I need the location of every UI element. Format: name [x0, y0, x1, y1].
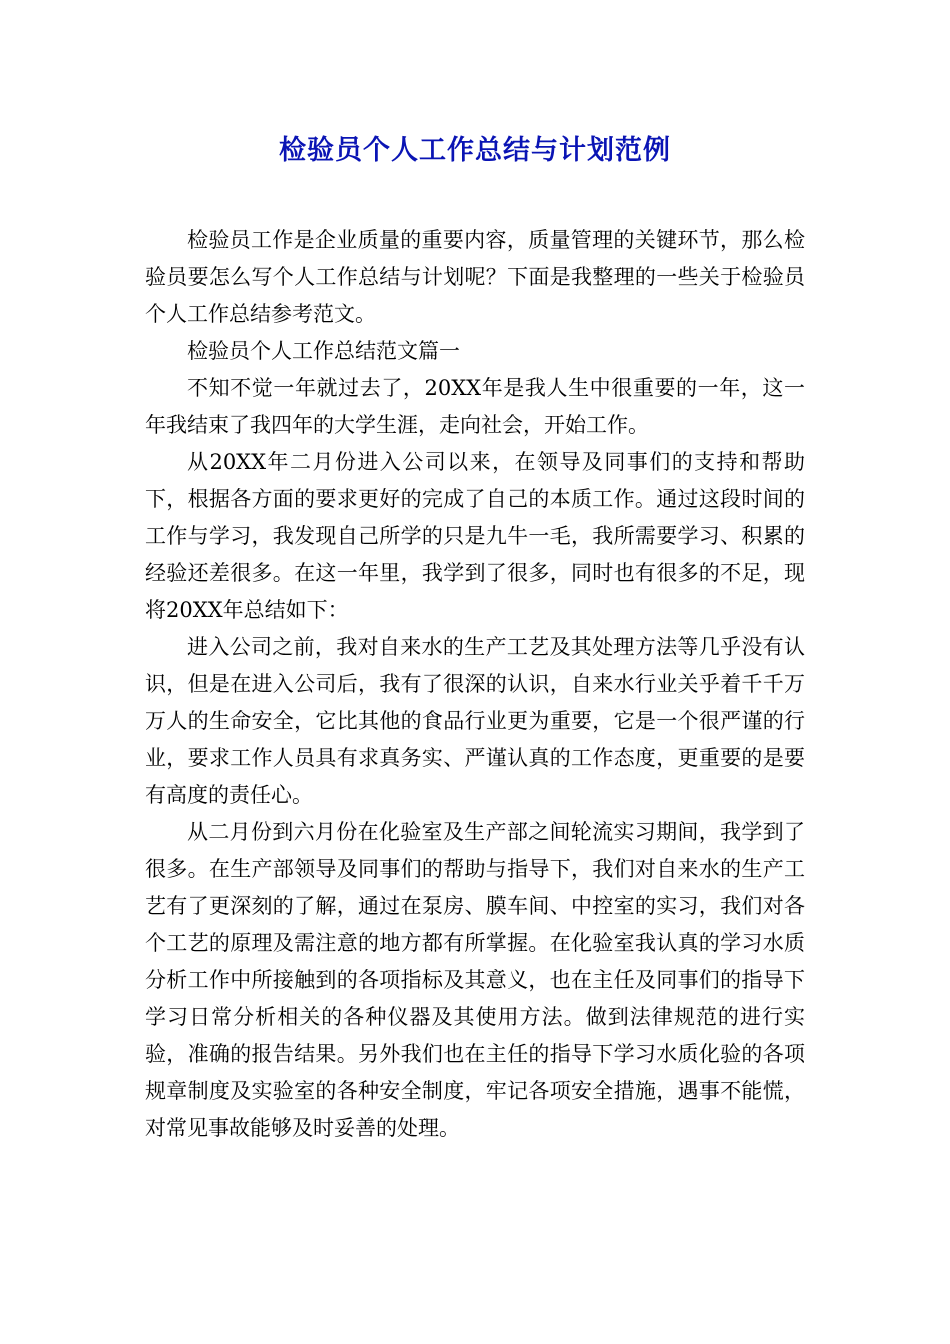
paragraph: 从二月份到六月份在化验室及生产部之间轮流实习期间，我学到了很多。在生产部领导及同事们的帮助与指导下，我们对自来水的生产工艺有了更深刻的了解，通过在泵房、膜车间、中控室的实习，我们对各个工艺的原理及需注意的地方都有所掌握。在化验室我认真的学习水质分析工作中所接触到的各项指标及其意义，也在主任及同事们的指导下学习日常分析相关的各种仪器及其使用方法。做到法律规范的进行实验，准确的报告结果。另外我们也在主任的指导下学习水质化验的各项规章制度及实验室的各种安全制度，牢记各项安全措施，遇事不能慌，对常见事故能够及时妥善的处理。 [145, 820, 805, 1140]
document-body [145, 222, 805, 1147]
paragraph-intro: 检验员工作是企业质量的重要内容，质量管理的关键环节，那么检验员要怎么写个人工作总结与计划呢？下面是我整理的一些关于检验员个人工作总结参考范文。 [145, 228, 805, 326]
paragraph: 从20XX年二月份进入公司以来，在领导及同事们的支持和帮助下，根据各方面的要求更好的完成了自己的本质工作。通过这段时间的工作与学习，我发现自己所学的只是九牛一毛，我所需要学习、积累的经验还差很多。在这一年里，我学到了很多，同时也有很多的不足，现将20XX年总结如下： [145, 450, 805, 622]
paragraph: 进入公司之前，我对自来水的生产工艺及其处理方法等几乎没有认识，但是在进入公司后，我有了很深的认识，自来水行业关乎着千千万万人的生命安全，它比其他的食品行业更为重要，它是一个很严谨的行业，要求工作人员具有求真务实、严谨认真的工作态度，更重要的是要有高度的责任心。 [145, 635, 805, 807]
document-title: 检验员个人工作总结与计划范例 [279, 135, 671, 166]
paragraph: 不知不觉一年就过去了，20XX年是我人生中很重要的一年，这一年我结束了我四年的大学生涯，走向社会，开始工作。 [145, 376, 805, 437]
section-heading: 检验员个人工作总结范文篇一 [187, 339, 460, 363]
